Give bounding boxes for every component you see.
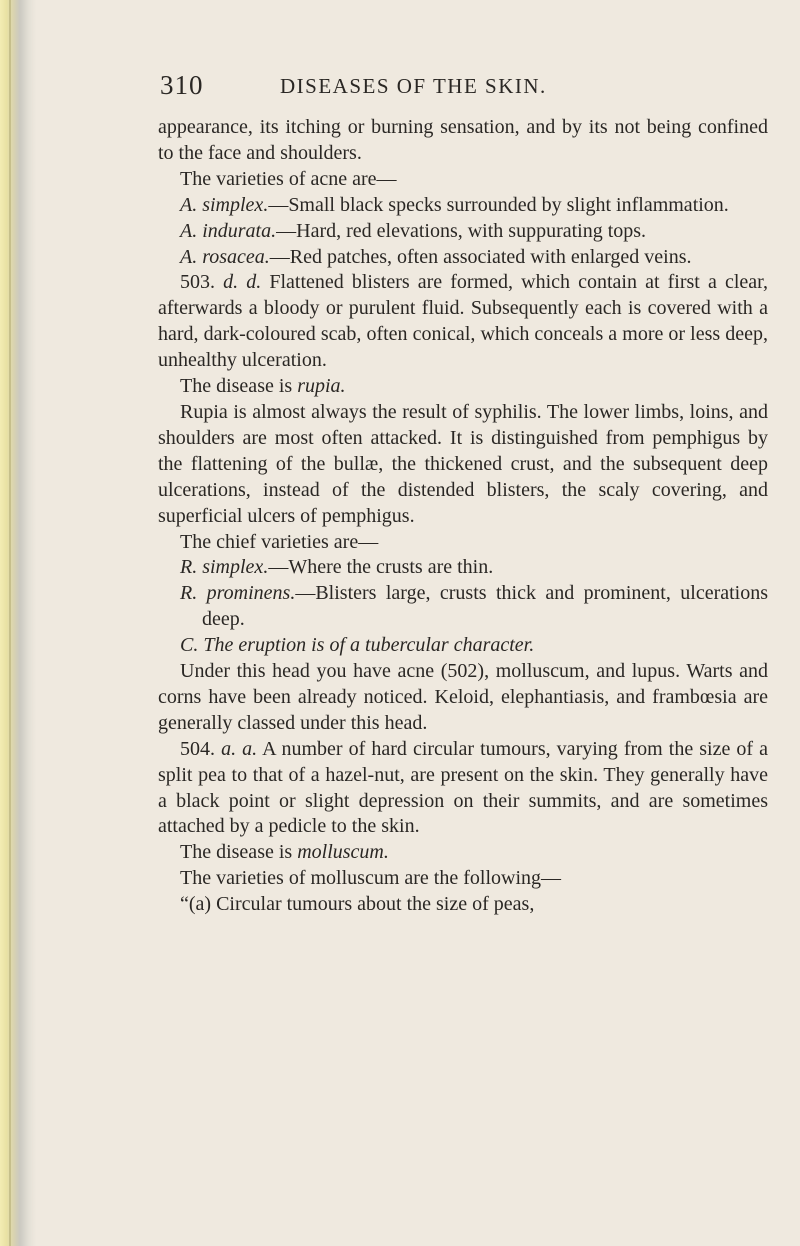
paragraph-molluscum-intro	[158, 840, 768, 866]
intro-text: The disease is	[180, 841, 298, 864]
section-number: 504.	[180, 737, 215, 760]
paragraph-rupia: Rupia is almost always the result of syphilis. The lower limbs, loins, and shoulders are most often attacked. It is distinguished from pemphigus by the flattening of the bullæ, the thickened crust, and the subsequent deep ulcerations, instead of the distended blisters, the scaly covering, and superficial ulcers of pemphigus.	[158, 400, 768, 527]
section-503	[158, 270, 768, 374]
variety-description: —Hard, red elevations, with suppurating tops.	[276, 219, 647, 242]
page-number: 310	[160, 70, 204, 100]
variety-rupia-simplex	[158, 555, 768, 581]
paragraph-acne-varieties: The varieties of acne are—	[180, 167, 397, 190]
variety-label: R.	[180, 556, 198, 579]
variety-label: R.	[180, 582, 198, 605]
variety-acne-simplex	[158, 193, 768, 219]
variety-label: A.	[180, 245, 198, 268]
section-number: 503.	[180, 271, 215, 294]
section-heading-tubercular: C. The eruption is of a tubercular character.	[180, 634, 535, 657]
variety-label: A.	[180, 219, 198, 242]
running-title: DISEASES OF THE SKIN.	[280, 74, 547, 98]
binding-rule	[9, 0, 11, 1246]
paragraph-molluscum-a: “(a) Circular tumours about the size of peas,	[180, 893, 535, 916]
variety-name: simplex.	[202, 193, 269, 216]
page-binding-edge	[0, 0, 36, 1246]
paragraph-chief-varieties: The chief varieties are—	[180, 530, 379, 553]
section-text: Flattened blisters are formed, which contain at first a clear, afterwards a bloody or purulent fluid. Subsequently each is covered with a hard, dark-coloured scab, often conical, which conceals a more or less deep, unhealthy ulceration.	[158, 271, 768, 372]
paragraph-under-this-head: Under this head you have acne (502), molluscum, and lupus. Warts and corns have been already noticed. Keloid, elephantiasis, and frambœsia are generally classed under this head.	[158, 660, 768, 734]
variety-name: simplex.	[202, 556, 269, 579]
variety-description: —Blisters large, crusts thick and prominent, ulcerations deep.	[202, 582, 769, 631]
variety-acne-rosacea	[158, 245, 768, 271]
section-text: A number of hard circular tumours, varying from the size of a split pea to that of a hazel-nut, are present on the skin. They generally have a black point or slight depression on their summits, and are sometimes attached by a pedicle to the skin.	[158, 737, 769, 838]
variety-name: prominens.	[206, 582, 296, 605]
figure-label: d. d.	[223, 271, 262, 294]
paragraph-rupia-intro	[158, 374, 768, 400]
disease-name: rupia.	[297, 375, 346, 398]
variety-acne-indurata	[158, 219, 768, 245]
body-text	[158, 115, 768, 918]
variety-description: —Red patches, often associated with enlarged veins.	[269, 245, 692, 268]
figure-label: a. a.	[221, 737, 258, 760]
variety-name: rosacea.	[202, 245, 270, 268]
variety-rupia-prominens	[158, 581, 768, 633]
section-504	[158, 737, 768, 841]
page-header	[160, 70, 760, 110]
variety-description: —Small black specks surrounded by slight inflammation.	[268, 193, 729, 216]
variety-label: A.	[180, 193, 198, 216]
disease-name: molluscum.	[297, 841, 389, 864]
variety-description: —Where the crusts are thin.	[268, 556, 494, 579]
variety-name: indurata.	[202, 219, 277, 242]
intro-text: The disease is	[180, 375, 298, 398]
paragraph-molluscum-varieties: The varieties of molluscum are the following—	[180, 867, 562, 890]
paragraph-continuation: appearance, its itching or burning sensation, and by its not being confined to the face and shoulders.	[158, 116, 768, 164]
